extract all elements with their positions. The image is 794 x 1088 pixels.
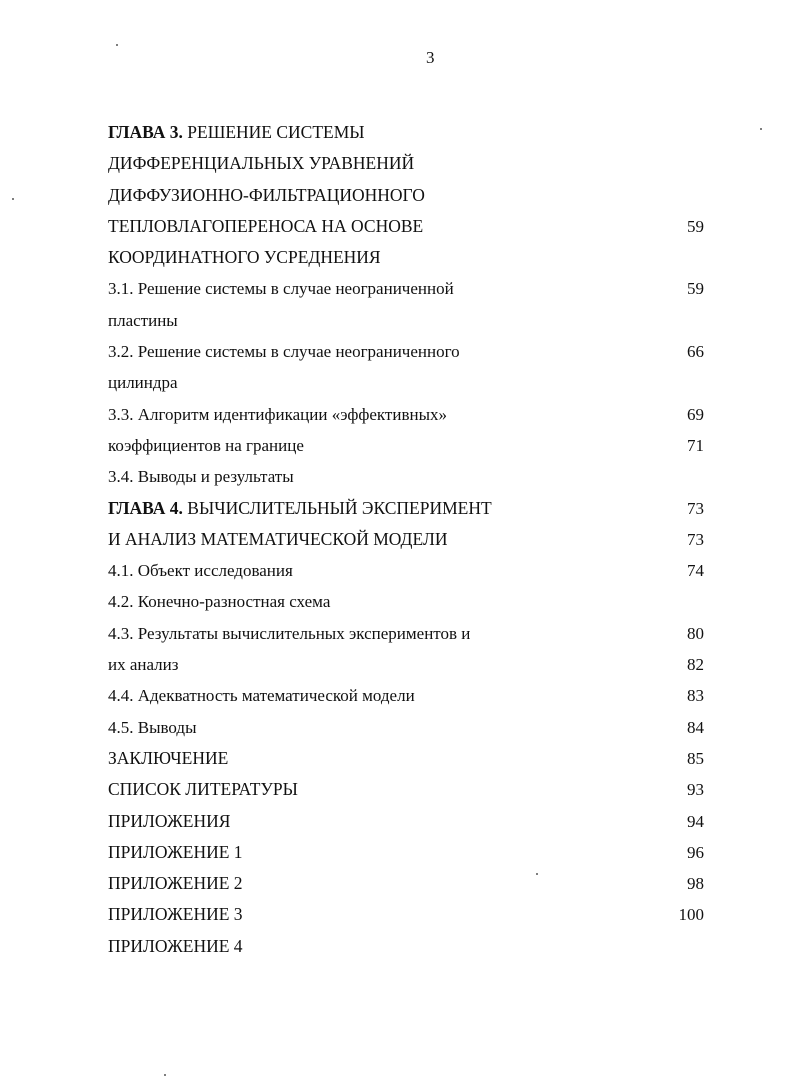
toc-entry-title bbox=[108, 586, 330, 617]
toc-entry-title bbox=[108, 273, 454, 304]
toc-row bbox=[108, 931, 708, 962]
toc-row bbox=[108, 680, 708, 711]
toc-page-number: 73 bbox=[687, 498, 704, 518]
toc-entry-title bbox=[108, 712, 197, 743]
toc-entry-text: их анализ bbox=[108, 655, 179, 675]
toc-entry-title bbox=[108, 461, 294, 492]
scan-speck bbox=[164, 1074, 166, 1076]
toc-page-number: 85 bbox=[687, 748, 704, 768]
toc-entry-text: 4.3. Результаты вычислительных экспериментов и bbox=[108, 623, 471, 643]
toc-page-number: 94 bbox=[687, 811, 704, 831]
toc-page-number: 73 bbox=[687, 529, 704, 549]
toc-entry-text: ПРИЛОЖЕНИЕ 1 bbox=[108, 841, 243, 862]
toc-row bbox=[108, 618, 708, 649]
toc-entry-title bbox=[108, 618, 470, 649]
scan-speck bbox=[116, 44, 118, 46]
toc-entry-text: цилиндра bbox=[108, 373, 178, 393]
toc-row bbox=[108, 899, 708, 930]
toc-entry-title bbox=[108, 524, 447, 555]
toc-entry-text: 4.4. Адекватность математической модели bbox=[108, 686, 415, 706]
toc-entry-text: ВЫЧИСЛИТЕЛЬНЫЙ ЭКСПЕРИМЕНТ bbox=[182, 497, 492, 518]
toc-page-number: 69 bbox=[687, 404, 704, 424]
toc-entry-text: 3.1. Решение системы в случае неограниченной bbox=[108, 279, 454, 299]
toc-entry-title bbox=[108, 931, 243, 962]
toc-entry-text: 4.1. Объект исследования bbox=[108, 561, 293, 581]
toc-entry-text: 4.2. Конечно-разностная схема bbox=[108, 592, 331, 612]
toc-page-number: 74 bbox=[687, 561, 704, 581]
toc-entry-text: КООРДИНАТНОГО УСРЕДНЕНИЯ bbox=[108, 247, 381, 268]
toc-row bbox=[108, 430, 708, 461]
toc-entry-text: ДИФФЕРЕНЦИАЛЬНЫХ УРАВНЕНИЙ bbox=[108, 153, 415, 174]
toc-row bbox=[108, 242, 708, 273]
toc-entry-title bbox=[108, 806, 230, 837]
toc-page-number: 84 bbox=[687, 717, 704, 737]
toc-entry-text: СПИСОК ЛИТЕРАТУРЫ bbox=[108, 779, 298, 800]
toc-entry-title bbox=[108, 680, 415, 711]
toc-entry-title bbox=[108, 430, 304, 461]
toc-entry-title bbox=[108, 493, 492, 524]
toc-entry-title bbox=[108, 148, 414, 179]
toc-entry-text: И АНАЛИЗ МАТЕМАТИЧЕСКОЙ МОДЕЛИ bbox=[108, 528, 448, 549]
toc-entry-text: 3.2. Решение системы в случае неограниченного bbox=[108, 342, 460, 362]
toc-row bbox=[108, 649, 708, 680]
toc-entry-title bbox=[108, 367, 178, 398]
page-number: 3 bbox=[426, 48, 435, 67]
toc-row bbox=[108, 586, 708, 617]
toc-entry-title bbox=[108, 242, 381, 273]
toc-entry-title bbox=[108, 211, 423, 242]
toc-entry-text: коэффициентов на границе bbox=[108, 435, 304, 455]
toc-entry-title bbox=[108, 336, 460, 367]
toc-row bbox=[108, 180, 708, 211]
toc-entry-text: ПРИЛОЖЕНИЕ 3 bbox=[108, 904, 243, 925]
toc-entry-title bbox=[108, 649, 178, 680]
toc-entry-text: 3.3. Алгоритм идентификации «эффективных» bbox=[108, 404, 447, 424]
toc-row bbox=[108, 524, 708, 555]
toc-page-number: 59 bbox=[687, 216, 704, 236]
toc-entry-text: 4.5. Выводы bbox=[108, 717, 197, 737]
toc-row bbox=[108, 774, 708, 805]
scan-speck bbox=[760, 128, 762, 130]
chapter-prefix: ГЛАВА 4. bbox=[108, 497, 183, 518]
toc-entry-text: РЕШЕНИЕ СИСТЕМЫ bbox=[182, 122, 365, 142]
toc-page-number: 80 bbox=[687, 623, 704, 643]
toc-page-number: 83 bbox=[687, 686, 704, 706]
toc-entry-text: ТЕПЛОВЛАГОПЕРЕНОСА НА ОСНОВЕ bbox=[108, 215, 424, 236]
scan-speck bbox=[12, 198, 14, 200]
toc-entry-title bbox=[108, 555, 293, 586]
toc-entry-title bbox=[108, 180, 425, 211]
toc-entry-title bbox=[108, 837, 243, 868]
chapter-prefix: ГЛАВА 3. bbox=[108, 122, 183, 142]
toc-entry-title bbox=[108, 774, 298, 805]
toc-row bbox=[108, 399, 708, 430]
toc-row bbox=[108, 305, 708, 336]
toc-row bbox=[108, 211, 708, 242]
toc-row bbox=[108, 117, 708, 148]
scan-speck bbox=[536, 873, 538, 875]
toc-page-number: 98 bbox=[687, 874, 704, 894]
toc-row bbox=[108, 148, 708, 179]
toc-page-number: 59 bbox=[687, 279, 704, 299]
toc-row bbox=[108, 555, 708, 586]
toc-entry-text: пластины bbox=[108, 310, 178, 330]
toc-entry-text: ЗАКЛЮЧЕНИЕ bbox=[108, 747, 229, 768]
toc-entry-title bbox=[108, 899, 243, 930]
toc-entry-text: ДИФФУЗИОННО-ФИЛЬТРАЦИОННОГО bbox=[108, 184, 425, 205]
toc-entry-title bbox=[108, 117, 365, 148]
toc-row bbox=[108, 837, 708, 868]
toc-entry-text: ПРИЛОЖЕНИЕ 2 bbox=[108, 873, 243, 894]
toc-entry-title bbox=[108, 399, 447, 430]
table-of-contents bbox=[108, 117, 708, 962]
toc-entry-text: ПРИЛОЖЕНИЯ bbox=[108, 810, 231, 831]
toc-row bbox=[108, 461, 708, 492]
toc-row bbox=[108, 868, 708, 899]
toc-page-number: 93 bbox=[687, 780, 704, 800]
toc-row bbox=[108, 712, 708, 743]
toc-row bbox=[108, 336, 708, 367]
toc-row bbox=[108, 273, 708, 304]
toc-entry-title bbox=[108, 868, 243, 899]
toc-row bbox=[108, 806, 708, 837]
toc-row bbox=[108, 743, 708, 774]
toc-page-number: 100 bbox=[678, 905, 704, 925]
toc-entry-title bbox=[108, 743, 228, 774]
toc-entry-text: 3.4. Выводы и результаты bbox=[108, 467, 294, 487]
toc-entry-text: ПРИЛОЖЕНИЕ 4 bbox=[108, 935, 243, 956]
toc-page-number: 66 bbox=[687, 342, 704, 362]
toc-entry-title bbox=[108, 305, 178, 336]
toc-page-number: 82 bbox=[687, 655, 704, 675]
toc-page-number: 71 bbox=[687, 435, 704, 455]
toc-row bbox=[108, 367, 708, 398]
toc-page-number: 96 bbox=[687, 842, 704, 862]
toc-row bbox=[108, 493, 708, 524]
